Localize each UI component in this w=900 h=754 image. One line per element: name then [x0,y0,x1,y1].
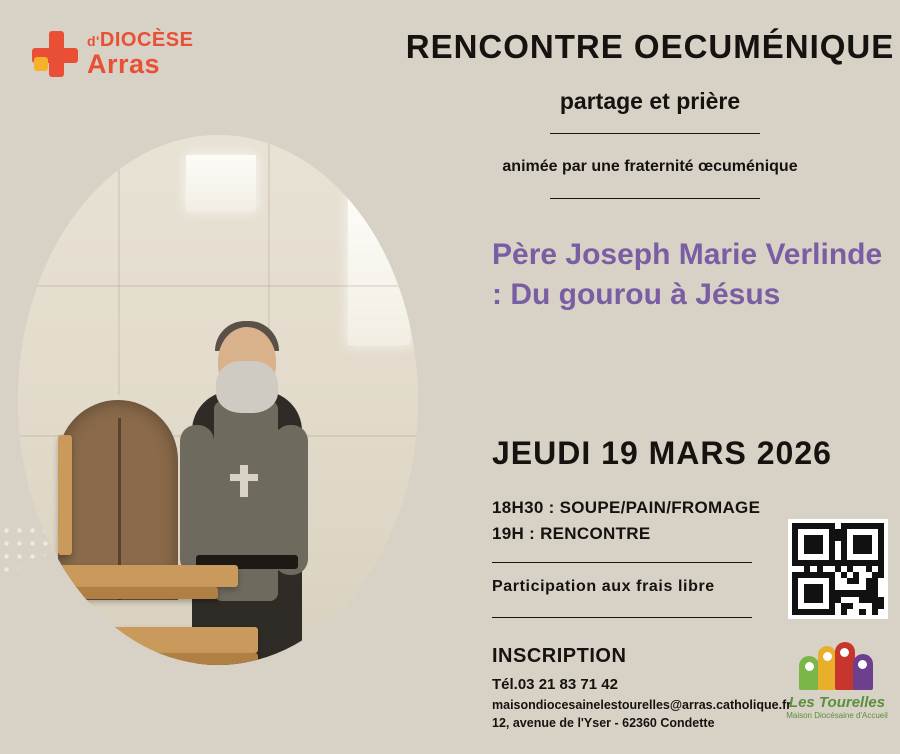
diocese-arras-logo [32,30,193,78]
church-window-small [186,155,256,211]
wall-seam [18,285,418,287]
poster-content [405,0,900,754]
church-window [348,195,410,345]
tourelles-name: Les Tourelles [788,694,886,711]
cross-icon [32,31,78,77]
qr-code[interactable] [788,519,888,619]
contact-block [492,674,791,732]
church-pew [58,435,72,555]
church-pew [18,653,258,665]
church-pew [18,565,238,587]
contact-address: 12, avenue de l'Yser - 62360 Condette [492,715,715,730]
event-date: JEUDI 19 MARS 2026 [492,435,832,471]
photo-content [18,135,418,665]
page-subtitle: partage et prière [559,88,741,114]
les-tourelles-logo [782,640,892,720]
logo-prefix: d' [87,33,100,49]
contact-email[interactable]: maisondiocesainelestourelles@arras.catholique.fr [492,697,792,712]
divider [550,198,760,199]
speaker-photo [18,135,418,665]
divider [492,562,752,563]
monk-figure [170,305,320,665]
divider [550,133,760,134]
page-title: RENCONTRE OECUMÉNIQUE [405,28,895,65]
inscription-heading: INSCRIPTION [492,645,627,667]
logo-line-diocese [87,30,193,50]
divider [492,617,752,618]
participation-note: Participation aux frais libre [492,578,715,595]
church-pew [18,587,218,599]
wall-seam [118,135,120,395]
schedule-line-2: 19H : RENCONTRE [492,524,651,544]
pectoral-cross-icon [240,465,248,497]
schedule-line-1: 18H30 : SOUPE/PAIN/FROMAGE [492,498,761,517]
speaker-title: Père Joseph Marie Verlinde : Du gourou à Jésus [492,238,883,311]
logo-text [87,30,193,78]
logo-diocese: DIOCÈSE [99,29,194,51]
church-pew [18,627,258,653]
contact-phone: Tél.03 21 83 71 42 [492,676,618,693]
tourelles-mark-icon [795,640,879,692]
logo-arras: Arras [87,49,161,79]
event-schedule [492,495,760,548]
byline: animée par une fraternité œcuménique [502,158,798,175]
tourelles-tagline: Maison Diocésaine d'Accueil [786,711,888,720]
